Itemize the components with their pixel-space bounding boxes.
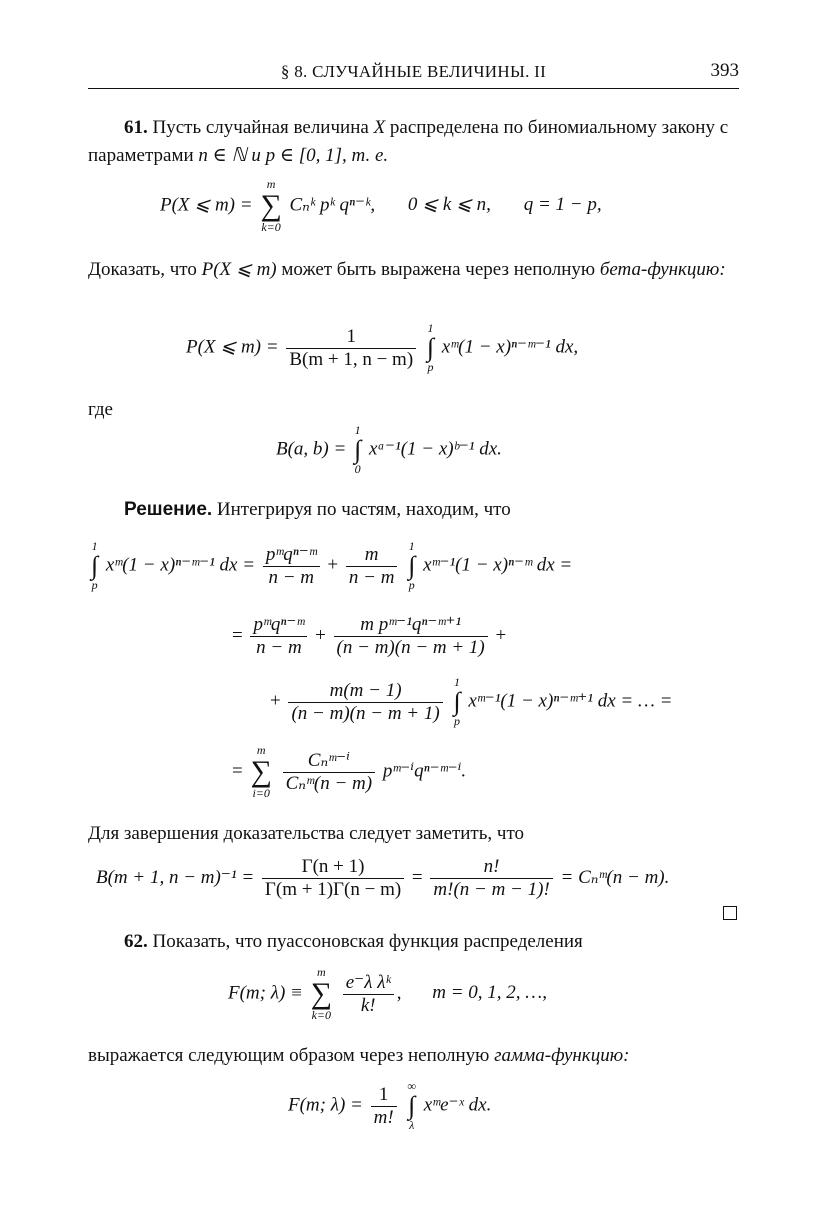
- integral-symbol: ∫: [426, 333, 435, 362]
- int-bottom: p: [427, 360, 434, 374]
- formula-4-lhs: B(m + 1, n − m)⁻¹ =: [96, 866, 255, 888]
- sum-top: m: [316, 965, 326, 979]
- running-header: [88, 60, 739, 89]
- fraction-den: m!: [371, 1106, 397, 1129]
- prove-statement: [88, 256, 739, 284]
- line-1-body-2: xᵐ⁻¹(1 − x)ⁿ⁻ᵐ dx =: [423, 554, 573, 576]
- plus-sign: +: [315, 624, 326, 646]
- int-bottom: p: [91, 578, 98, 592]
- equals-sign: =: [232, 624, 243, 646]
- fraction-den: (n − m)(n − m + 1): [334, 636, 488, 659]
- solution-text: Интегрируя по частям, находим, что: [216, 499, 511, 520]
- formula-1-lhs: P(X ⩽ m) =: [160, 194, 253, 216]
- header-title: § 8. СЛУЧАЙНЫЕ ВЕЛИЧИНЫ. II: [280, 62, 547, 81]
- fraction-num: n!: [483, 856, 500, 877]
- formula-5-lhs: F(m; λ) ≡: [228, 982, 303, 1004]
- formula-incomplete-gamma: [288, 1080, 491, 1132]
- int-top: ∞: [407, 1079, 416, 1093]
- formula-2-fraction: [286, 326, 416, 371]
- problem-62-number: 62.: [124, 931, 148, 952]
- where-word: где: [88, 399, 113, 420]
- qed-square-icon: [723, 906, 737, 920]
- int-top: 1: [427, 321, 434, 335]
- problem-62-statement: [88, 928, 739, 956]
- var-x: X: [373, 117, 386, 138]
- fraction-den: Cₙᵐ(n − m): [283, 772, 376, 795]
- int-top: 1: [454, 675, 460, 689]
- problem-62-text: Показать, что пуассоновская функция распределения: [152, 931, 583, 952]
- integral-symbol: ∫: [408, 1091, 416, 1120]
- int-top: 1: [91, 539, 98, 553]
- fraction-num: e⁻λ λᵏ: [345, 971, 391, 993]
- line-1-fraction-2: [346, 544, 398, 589]
- line-2-fraction-1: [250, 614, 307, 659]
- equals-sign: =: [411, 866, 423, 888]
- prove-text-b: может быть выражена через неполную: [281, 259, 596, 280]
- prove-expr: P(X ⩽ m): [201, 259, 277, 280]
- int-top: 1: [354, 423, 361, 437]
- sum-top: m: [256, 743, 266, 757]
- plus-sign: +: [270, 690, 281, 712]
- solution-line-3: [270, 676, 672, 728]
- int-bottom: p: [454, 714, 460, 728]
- integral-sign: [407, 1080, 416, 1132]
- int-bottom: λ: [409, 1118, 415, 1132]
- page-number: 393: [710, 60, 739, 81]
- integral-sign: [453, 676, 460, 728]
- solution-line-4: [232, 744, 466, 800]
- plus-sign-tail: +: [495, 624, 507, 646]
- fraction-den: B(m + 1, n − m): [286, 348, 416, 371]
- int-bottom: p: [408, 578, 415, 592]
- fraction-den: m!(n − m − 1)!: [430, 878, 552, 901]
- line-3-fraction: [288, 680, 442, 725]
- gamma-text-a: выражается следующим образом через неполную: [88, 1045, 490, 1066]
- fraction-den: k!: [343, 994, 394, 1017]
- fraction-num: pᵐqⁿ⁻ᵐ: [253, 614, 305, 635]
- equals-sign: =: [232, 760, 243, 782]
- fraction-den: n − m: [250, 636, 307, 659]
- formula-6-fraction: [371, 1084, 397, 1129]
- formula-poisson-cdf: [228, 966, 547, 1022]
- sum-sign: [260, 178, 281, 234]
- sum-top: m: [266, 177, 276, 191]
- formula-4-fraction-2: [430, 856, 552, 901]
- fraction-den: Γ(m + 1)Γ(n − m): [262, 878, 404, 901]
- sum-symbol: ∑: [250, 755, 272, 788]
- problem-61-text-b: распределена по биномиальному закону с параметрами: [88, 117, 729, 166]
- formula-beta-inverse: [96, 856, 669, 901]
- problem-61-number: 61.: [124, 117, 148, 138]
- formula-incomplete-beta: [186, 322, 578, 374]
- fraction-den: n − m: [263, 566, 320, 589]
- problem-61-statement: [88, 114, 739, 170]
- gamma-function-term: гамма-функцию:: [494, 1045, 630, 1066]
- integral-symbol: ∫: [91, 551, 99, 580]
- problem-61-params: n ∈ ℕ и p ∈ [0, 1], т. е.: [198, 145, 389, 166]
- solution-label: Решение.: [124, 499, 213, 520]
- formula-6-body: xᵐe⁻ˣ dx.: [423, 1094, 492, 1116]
- formula-1-cond2: q = 1 − p,: [523, 194, 602, 216]
- comma: ,: [396, 982, 402, 1004]
- fraction-num: pᵐqⁿ⁻ᵐ: [265, 543, 317, 565]
- fraction-num: Γ(n + 1): [301, 856, 365, 877]
- fraction-num: m(m − 1): [329, 679, 402, 701]
- sum-bottom: k=0: [311, 1008, 332, 1022]
- line-4-body: pᵐ⁻ⁱqⁿ⁻ᵐ⁻ⁱ.: [382, 760, 467, 782]
- formula-1-body: Cₙᵏ pᵏ qⁿ⁻ᵏ,: [289, 194, 376, 216]
- solution-line-2: [232, 614, 506, 659]
- plus-sign: +: [327, 554, 339, 576]
- formula-3-lhs: B(a, b) =: [276, 438, 347, 460]
- formula-6-lhs: F(m; λ) =: [288, 1094, 363, 1116]
- formula-4-rhs: = Cₙᵐ(n − m).: [560, 866, 670, 888]
- beta-function-term: бета-функцию:: [599, 259, 726, 280]
- sum-symbol: ∑: [260, 189, 282, 222]
- formula-4-fraction-1: [262, 856, 404, 901]
- solution-intro: [88, 496, 739, 524]
- fraction-num: 1: [346, 325, 356, 347]
- int-top: 1: [408, 539, 415, 553]
- gamma-statement: [88, 1042, 739, 1070]
- fraction-num: 1: [378, 1083, 389, 1105]
- line-4-fraction: [283, 750, 376, 795]
- sum-bottom: k=0: [261, 220, 281, 234]
- solution-line-1: [88, 540, 572, 592]
- line-3-body: xᵐ⁻¹(1 − x)ⁿ⁻ᵐ⁺¹ dx = … =: [468, 690, 673, 712]
- integral-sign: [354, 424, 361, 476]
- fraction-num: Cₙᵐ⁻ⁱ: [307, 749, 350, 771]
- fraction-num: m pᵐ⁻¹qⁿ⁻ᵐ⁺¹: [360, 614, 462, 635]
- integral-symbol: ∫: [408, 551, 416, 580]
- fraction-den: (n − m)(n − m + 1): [288, 702, 442, 725]
- prove-text-a: Доказать, что: [88, 259, 197, 280]
- line-2-fraction-2: [334, 614, 488, 659]
- fraction-num: m: [364, 543, 379, 565]
- integral-symbol: ∫: [354, 435, 362, 464]
- sum-bottom: i=0: [252, 786, 270, 800]
- problem-61-text-a: Пусть случайная величина: [152, 117, 369, 138]
- formula-2-body: xᵐ(1 − x)ⁿ⁻ᵐ⁻¹ dx,: [441, 336, 579, 358]
- sum-symbol: ∑: [310, 977, 332, 1010]
- formula-1-cond1: 0 ⩽ k ⩽ n,: [407, 194, 491, 216]
- formula-5-cond: m = 0, 1, 2, …,: [432, 982, 547, 1004]
- integral-sign: [427, 322, 434, 374]
- line-1-fraction-1: [263, 544, 320, 589]
- fraction-den: n − m: [346, 566, 398, 589]
- integral-sign-2: [408, 540, 415, 592]
- sum-sign: [311, 966, 332, 1022]
- integral-sign: [91, 540, 98, 592]
- formula-beta-definition: [276, 424, 502, 476]
- sum-sign: [250, 744, 271, 800]
- int-bottom: 0: [354, 462, 361, 476]
- line-1-body: xᵐ(1 − x)ⁿ⁻ᵐ⁻¹ dx =: [105, 554, 256, 576]
- integral-symbol: ∫: [453, 687, 461, 716]
- formula-3-body: xᵃ⁻¹(1 − x)ᵇ⁻¹ dx.: [368, 438, 502, 460]
- formula-binomial-cdf: [160, 178, 602, 234]
- formula-5-fraction: [343, 972, 394, 1017]
- formula-2-lhs: P(X ⩽ m) =: [186, 336, 279, 358]
- completion-text: Для завершения доказательства следует заметить, что: [88, 823, 525, 844]
